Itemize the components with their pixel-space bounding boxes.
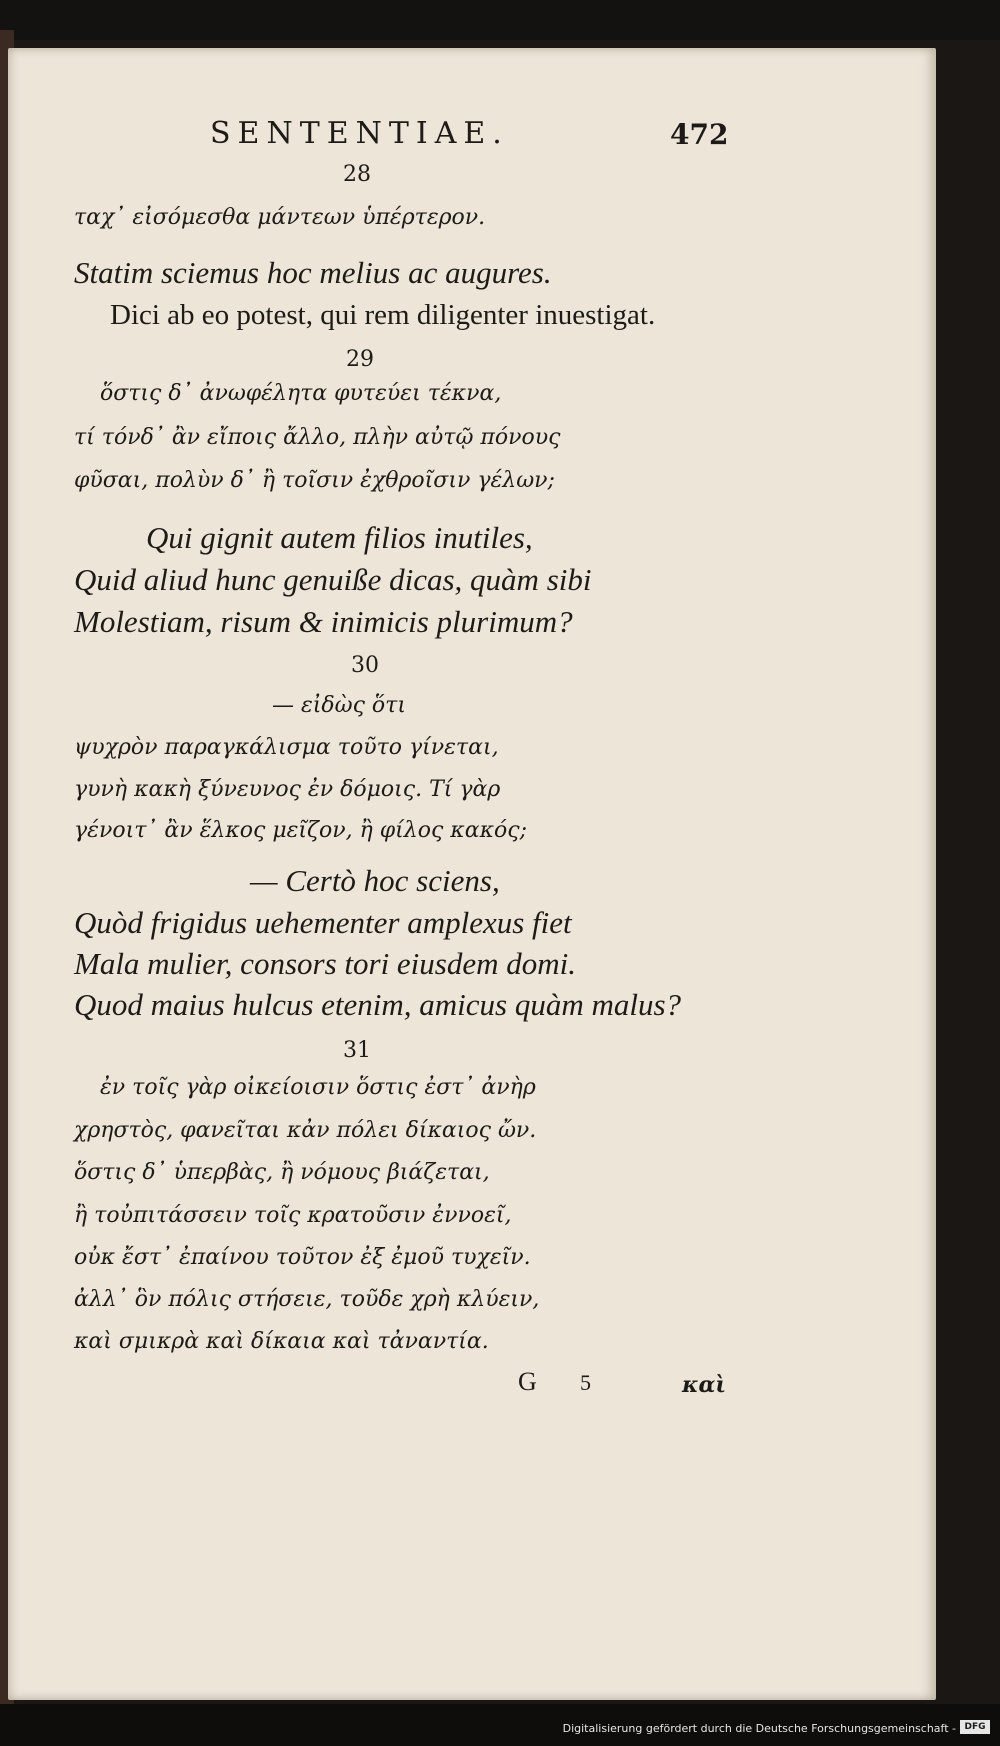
latin-line: Statim sciemus hoc melius ac augures.: [74, 255, 552, 290]
dfg-logo: DFG: [960, 1720, 990, 1734]
greek-line: ὅστις δ᾽ ἀνωφέλητα φυτεύει τέκνα,: [100, 381, 502, 406]
greek-line: — εἰδὼς ὅτι: [272, 693, 406, 718]
latin-line: — Certò hoc sciens,: [250, 863, 500, 898]
latin-line: Quòd frigidus uehementer amplexus fiet: [74, 905, 572, 940]
greek-line: γένοιτ᾽ ἂν ἕλκος μεῖζον, ἢ φίλος κακός;: [74, 818, 527, 843]
greek-line: οὐκ ἔστ᾽ ἐπαίνου τοῦτον ἐξ ἐμοῦ τυχεῖν.: [74, 1245, 531, 1270]
greek-line: καὶ σμικρὰ καὶ δίκαια καὶ τἀναντία.: [74, 1329, 489, 1354]
commentary-line: Dici ab eo potest, qui rem diligenter inuestigat.: [110, 299, 656, 331]
digitization-credit: Digitalisierung gefördert durch die Deutsche Forschungsgemeinschaft -: [562, 1722, 956, 1735]
greek-line: τί τόνδ᾽ ἂν εἴποις ἄλλο, πλὴν αὐτῷ πόνους: [74, 425, 561, 450]
sentence-number-30: 30: [351, 653, 379, 678]
greek-line: χρηστὸς, φανεῖται κἀν πόλει δίκαιος ὤν.: [74, 1118, 537, 1143]
greek-line: ὅστις δ᾽ ὑπερβὰς, ἢ νόμους βιάζεται,: [74, 1160, 490, 1185]
catchword: καὶ: [682, 1372, 727, 1398]
greek-line: γυνὴ κακὴ ξύνευνος ἐν δόμοις. Τί γὰρ: [74, 777, 501, 802]
greek-line: ἢ τοὐπιτάσσειν τοῖς κρατοῦσιν ἐννοεῖ,: [74, 1203, 512, 1228]
signature-number: 5: [580, 1370, 591, 1395]
latin-line: Quod maius hulcus etenim, amicus quàm malus?: [74, 987, 682, 1022]
greek-line: φῦσαι, πολὺν δ᾽ ἢ τοῖσιν ἐχθροῖσιν γέλων;: [74, 468, 555, 493]
sentence-number-31: 31: [343, 1038, 371, 1063]
greek-line: ἀλλ᾽ ὃν πόλις στήσειε, τοῦδε χρὴ κλύειν,: [74, 1287, 540, 1312]
sentence-number-29: 29: [346, 347, 374, 372]
signature-mark: G: [518, 1367, 537, 1396]
sentence-number-28: 28: [343, 162, 371, 187]
latin-line: Mala mulier, consors tori eiusdem domi.: [74, 946, 577, 981]
page-number: 472: [670, 118, 729, 151]
latin-line: Molestiam, risum & inimicis plurimum?: [74, 604, 573, 639]
latin-line: Qui gignit autem filios inutiles,: [146, 520, 533, 555]
latin-line: Quid aliud hunc genuiße dicas, quàm sibi: [74, 562, 592, 597]
scan-background: [0, 0, 1000, 40]
greek-line: ἐν τοῖς γὰρ οἰκείοισιν ὅστις ἐστ᾽ ἀνὴρ: [100, 1075, 536, 1100]
greek-line: ψυχρὸν παραγκάλισμα τοῦτο γίνεται,: [74, 735, 499, 760]
running-header-title: SENTENTIAE.: [210, 116, 509, 151]
greek-line: ταχ᾽ εἰσόμεσθα μάντεων ὑπέρτερον.: [74, 205, 486, 230]
